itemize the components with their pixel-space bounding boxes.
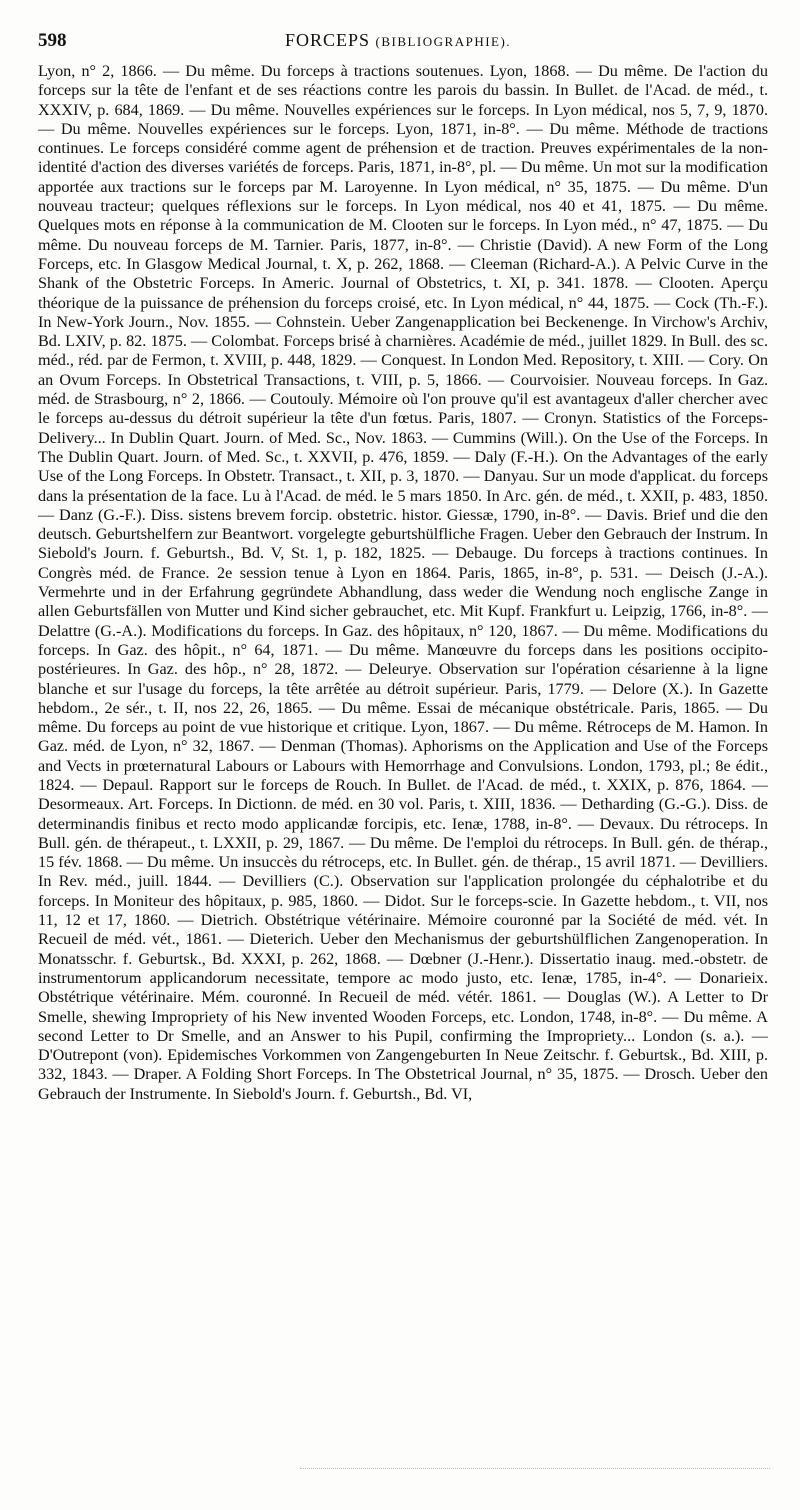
running-title-main: FORCEPS <box>284 30 370 50</box>
footer-print-marks <box>300 1468 770 1475</box>
page-header <box>38 30 758 60</box>
page-number: 598 <box>38 30 67 51</box>
running-title-subtitle: (BIBLIOGRAPHIE). <box>375 34 512 49</box>
running-title <box>38 30 758 51</box>
bibliography-text: Lyon, n° 2, 1866. — Du même. Du forceps à tractions soutenues. Lyon, 1868. — Du même. De l'action du forceps sur la tête de l'enfant et de ses réactions contre les parois du bassin. In Bullet. de l'Acad. de méd., t. XXXIV, p. 684, 1869. — Du même. Nouvelles expériences sur le forceps. In Lyon médical, nos 5, 7, 9, 1870. — Du même. Nouvelles expériences sur le forceps. Lyon, 1871, in-8°. — Du même. Méthode de tractions continues. Le forceps considéré comme agent de préhension et de traction. Preuves expérimentales de la non-identité d'action des diverses variétés de forceps. Paris, 1871, in-8°, pl. — Du même. Un mot sur la modification apportée aux tractions sur le forceps par M. Laroyenne. In Lyon médical, n° 35, 1875. — Du même. D'un nouveau tracteur; quelques réflexions sur le forceps. In Lyon médical, nos 40 et 41, 1875. — Du même. Quelques mots en réponse à la communication de M. Clooten sur le forceps. In Lyon méd., n° 47, 1875. — Du même. Du nouveau forceps de M. Tarnier. Paris, 1877, in-8°. — Christie (David). A new Form of the Long Forceps, etc. In Glasgow Medical Journal, t. X, p. 262, 1868. — Cleeman (Richard-A.). A Pelvic Curve in the Shank of the Obstetric Forceps. In Americ. Journal of Obstetrics, t. XI, p. 341. 1878. — Clooten. Aperçu théorique de la puissance de préhension du forceps croisé, etc. In Lyon médical, n° 44, 1875. — Cock (Th.-F.). In New-York Journ., Nov. 1855. — Cohnstein. Ueber Zangenapplication bei Beckenenge. In Virchow's Archiv, Bd. LXIV, p. 82. 1875. — Colombat. Forceps brisé à charnières. Académie de méd., juillet 1829. In Bull. des sc. méd., réd. par de Fermon, t. XVIII, p. 448, 1829. — Conquest. In London Med. Repository, t. XIII. — Cory. On an Ovum Forceps. In Obstetrical Transactions, t. VIII, p. 5, 1866. — Courvoisier. Nouveau forceps. In Gaz. méd. de Strasbourg, n° 2, 1866. — Coutouly. Mémoire où l'on prouve qu'il est avantageux d'aller chercher avec le forceps au-dessus du détroit supérieur la tête d'un fœtus. Paris, 1807. — Cronyn. Statistics of the Forceps-Delivery... In Dublin Quart. Journ. of Med. Sc., Nov. 1863. — Cummins (Will.). On the Use of the Forceps. In The Dublin Quart. Journ. of Med. Sc., t. XXVII, p. 476, 1859. — Daly (F.-H.). On the Advantages of the early Use of the Long Forceps. In Obstetr. Transact., t. XII, p. 3, 1870. — Danyau. Sur un mode d'applicat. du forceps dans la présentation de la face. Lu à l'Acad. de méd. le 5 mars 1850. In Arc. gén. de méd., t. XXII, p. 483, 1850. — Danz (G.-F.). Diss. sistens brevem forcip. obstetric. histor. Giessæ, 1790, in-8°. — Davis. Brief und die den deutsch. Geburtshelfern zur Beantwort. vorgelegte geburtshülfliche Fragen. Ueber den Gebrauch der Instrum. In Siebold's Journ. f. Geburtsh., Bd. V, St. 1, p. 182, 1825. — Debauge. Du forceps à tractions continues. In Congrès méd. de France. 2e session tenue à Lyon en 1864. Paris, 1865, in-8°, p. 531. — Deisch (J.-A.). Vermehrte und in der Erfahrung gegründete Abhandlung, dass weder die Wendung noch englische Zange in allen Geburtsfällen von Mutter und Kind sicher gebrauchet, etc. Mit Kupf. Frankfurt u. Leipzig, 1766, in-8°. — Delattre (G.-A.). Modifications du forceps. In Gaz. des hôpitaux, n° 120, 1867. — Du même. Modifications du forceps. In Gaz. des hôpit., n° 64, 1871. — Du même. Manœuvre du forceps dans les positions occipito-postérieures. In Gaz. des hôp., n° 28, 1872. — Deleurye. Observation sur l'opération césarienne à la ligne blanche et sur l'usage du forceps, la tête arrêtée au détroit supérieur. Paris, 1779. — Delore (X.). In Gazette hebdom., 2e sér., t. II, nos 22, 26, 1865. — Du même. Essai de mécanique obstétricale. Paris, 1865. — Du même. Du forceps au point de vue historique et critique. Lyon, 1867. — Du même. Rétroceps de M. Hamon. In Gaz. méd. de Lyon, n° 32, 1867. — Denman (Thomas). Aphorisms on the Application and Use of the Forceps and Vects in prœternatural Labours or Labours with Hemorrhage and Convulsions. London, 1793, pl.; 8e édit., 1824. — Depaul. Rapport sur le forceps de Rouch. In Bullet. de l'Acad. de méd., t. XXIX, p. 876, 1864. — Desormeaux. Art. Forceps. In Dictionn. de méd. en 30 vol. Paris, t. XIII, 1836. — Detharding (G.-G.). Diss. de determinandis finibus et recto modo applicandæ forcipis, etc. Ienæ, 1788, in-8°. — Devaux. Du rétroceps. In Bull. gén. de thérapeut., t. LXXII, p. 29, 1867. — Du même. De l'emploi du rétroceps. In Bull. gén. de thérap., 15 fév. 1868. — Du même. Un insuccès du rétroceps, etc. In Bullet. gén. de thérap., 15 avril 1871. — Devilliers. In Rev. méd., juill. 1844. — Devilliers (C.). Observation sur l'application prolongée du céphalotribe et du forceps. In Moniteur des hôpitaux, p. 985, 1860. — Didot. Sur le forceps-scie. In Gazette hebdom., t. VII, nos 11, 12 et 17, 1860. — Dietrich. Obstétrique vétérinaire. Mémoire couronné par la Société de méd. vét. In Recueil de méd. vét., 1861. — Dieterich. Ueber den Mechanismus der geburtshülflichen Zangenoperation. In Monatsschr. f. Geburtsk., Bd. XXXI, p. 262, 1868. — Dœbner (J.-Henr.). Dissertatio inaug. med.-obstetr. de instrumentorum applicandorum necessitate, tempore ac modo justo, etc. Ienæ, 1785, in-4°. — Donarieix. Obstétrique vétérinaire. Mém. couronné. In Recueil de méd. vétér. 1861. — Douglas (W.). A Letter to Dr Smelle, shewing Impropriety of his New invented Wooden Forceps, etc. London, 1748, in-8°. — Du même. A second Letter to Dr Smelle, and an Answer to his Pupil, confirming the Impropriety... London (s. a.). — D'Outrepont (von). Epidemisches Vorkommen von Zangengeburten In Neue Zeitschr. f. Geburtsk., Bd. XIII, p. 332, 1843. — Draper. A Folding Short Forceps. In The Obstetrical Journal, n° 35, 1875. — Drosch. Ueber den Gebrauch der Instrumente. In Siebold's Journ. f. Geburtsh., Bd. VI, <box>38 62 768 1103</box>
